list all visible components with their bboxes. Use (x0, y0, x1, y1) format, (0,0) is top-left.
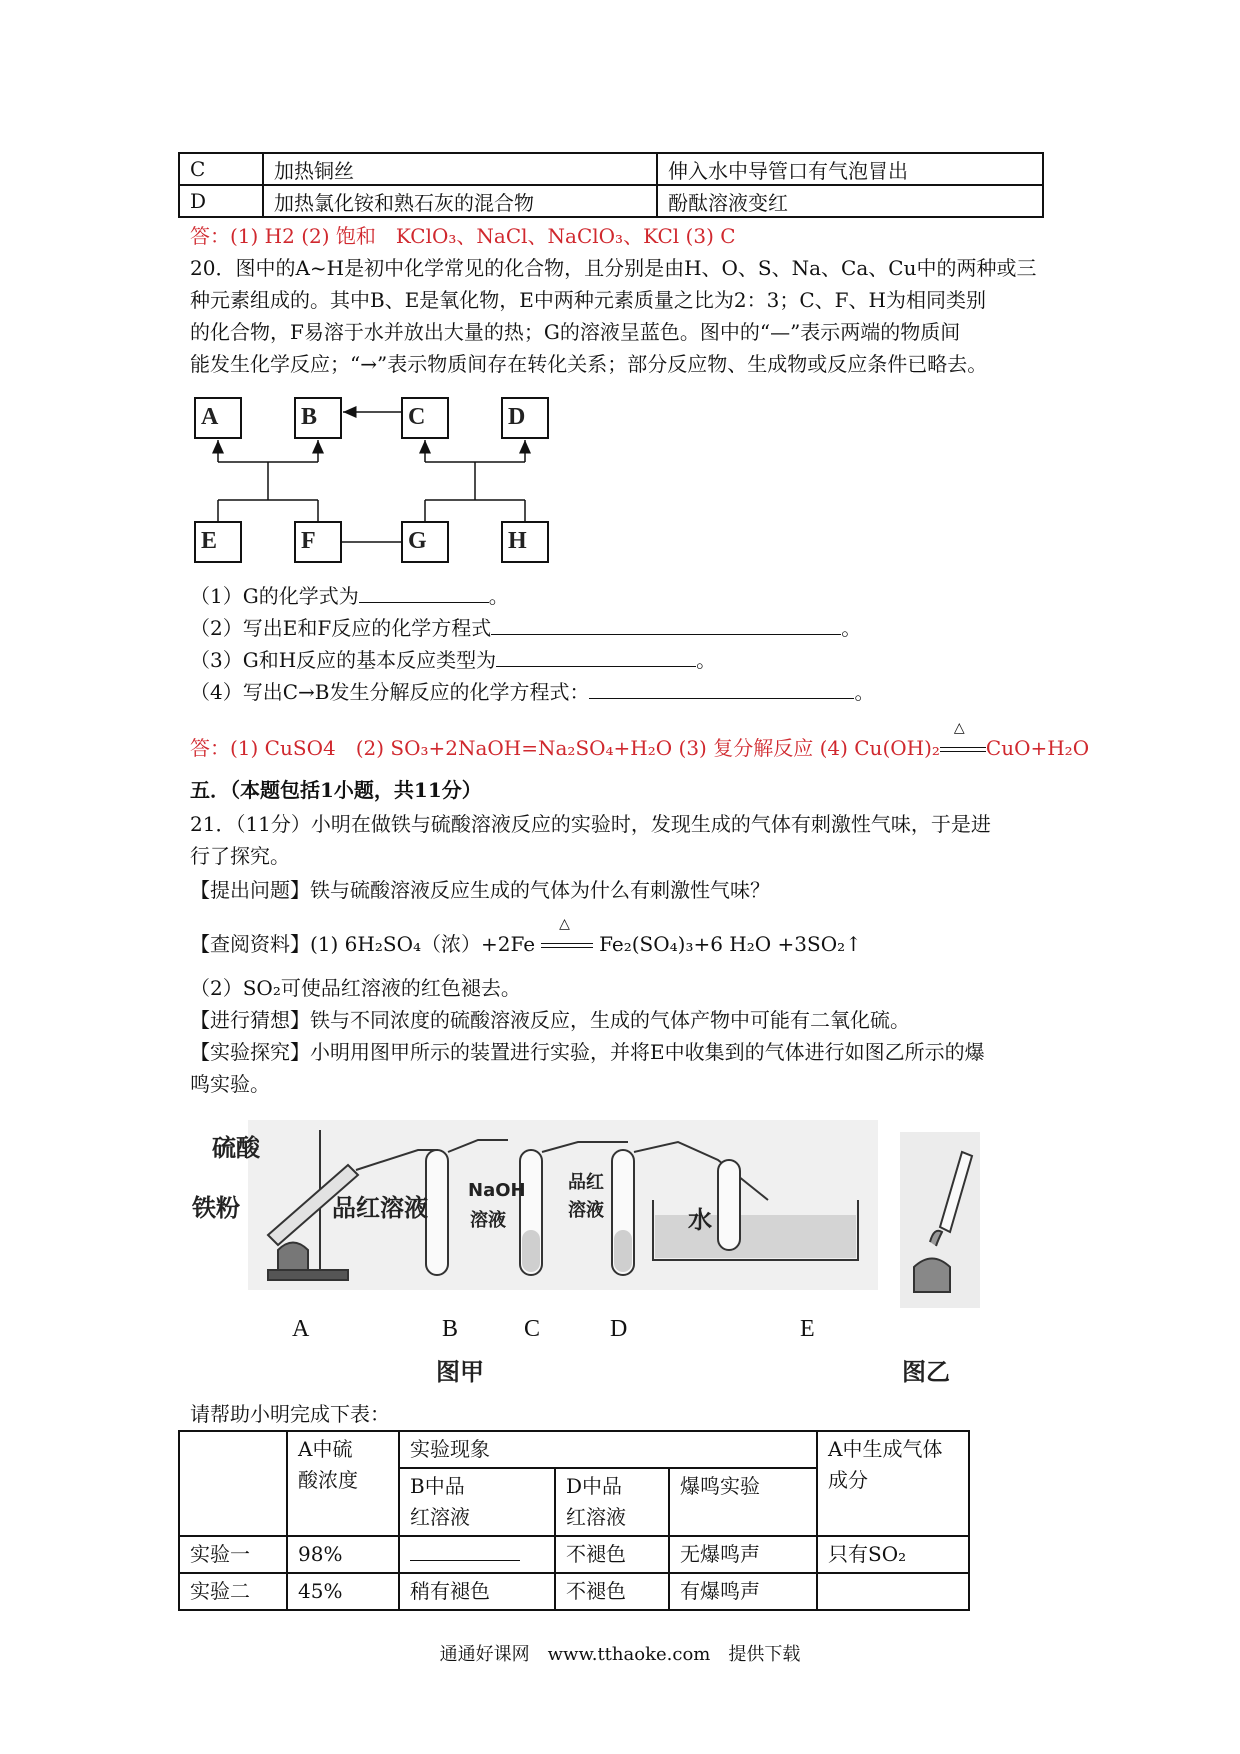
corner-cell (179, 1431, 287, 1536)
box-label: F (301, 528, 316, 554)
row-label: C (179, 153, 263, 185)
header-text: 酸浓度 (298, 1468, 358, 1492)
footer: 通通好课网 www.tthaoke.com 提供下载 (439, 1644, 801, 1665)
label-water: 水 (688, 1206, 712, 1234)
q20-sub-3: （3）G和H反应的基本反应类型为 。 (190, 644, 716, 676)
row-ex: 有爆鸣声 (669, 1573, 817, 1610)
table-row (179, 1536, 969, 1573)
row-label: D (179, 185, 263, 217)
box-label: G (408, 528, 427, 554)
q21-line: 行了探究。 (190, 844, 290, 868)
header-b (399, 1468, 555, 1536)
row-d: 不褪色 (555, 1573, 669, 1610)
header-text: 成分 (828, 1468, 868, 1492)
answer-20: 答：(1) CuSO4 (2) SO₃+2NaOH=Na₂SO₄+H₂O (3) 复分解反应 (4) Cu(OH)₂ △ CuO+H₂O (190, 720, 1090, 760)
header-text: D中品 (566, 1474, 623, 1498)
header-gas (817, 1431, 969, 1536)
row-b: 稍有褪色 (399, 1573, 555, 1610)
phenomenon-cell: 酚酞溶液变红 (657, 185, 1043, 217)
box-label: H (508, 528, 527, 554)
letter-E: E (800, 1316, 815, 1342)
top-table (178, 152, 1044, 218)
table-intro: 请帮助小明完成下表： (190, 1402, 390, 1426)
header-text: A中硫 (298, 1437, 353, 1461)
operation-cell: 加热铜丝 (263, 153, 657, 185)
box-label: B (301, 404, 318, 430)
letter-B: B (442, 1316, 459, 1342)
label-naoh-solution: 溶液 (470, 1210, 506, 1231)
section-5-heading: 五．（本题包括1小题，共11分） (190, 778, 482, 802)
q20-sub-1: （1）G的化学式为 。 (190, 580, 509, 612)
header-phenomenon: 实验现象 (399, 1431, 817, 1468)
table-row (179, 153, 1043, 185)
q21-data-2: （2）SO₂可使品红溶液的红色褪去。 (190, 976, 521, 1000)
box-label: C (408, 404, 426, 430)
label-pink-b: 品红溶液 (332, 1194, 428, 1222)
header-text: A中生成气体 (828, 1437, 943, 1461)
q20-line: 种元素组成的。其中B、E是氧化物，E中两种元素质量之比为2：3；C、F、H为相同类别 (190, 288, 986, 312)
answer-blank[interactable] (410, 1542, 520, 1561)
caption-figure-yi: 图乙 (902, 1358, 950, 1386)
label-iron: 铁粉 (192, 1194, 240, 1222)
answer-19: 答：(1) H2 (2) 饱和 KClO₃、NaCl、NaClO₃、KCl (3) C (190, 224, 736, 248)
box-label: D (508, 404, 526, 430)
q21-explore: 【实验探究】小明用图甲所示的装置进行实验，并将E中收集到的气体进行如图乙所示的爆 (190, 1040, 985, 1064)
q20-line: 的化合物，F易溶于水并放出大量的热；G的溶液呈蓝色。图中的“—”表示两端的物质间 (190, 320, 961, 344)
label-pink-d-solution: 溶液 (568, 1200, 604, 1221)
label-pink-d: 品红 (568, 1172, 604, 1193)
row-ex: 无爆鸣声 (669, 1536, 817, 1573)
header-concentration (287, 1431, 399, 1536)
label-naoh: NaOH (468, 1180, 526, 1201)
box-label: A (201, 404, 219, 430)
header-explosion: 爆鸣实验 (669, 1468, 817, 1536)
row-conc: 98% (287, 1536, 399, 1573)
table-row (179, 185, 1043, 217)
answer-blank-cell[interactable] (399, 1536, 555, 1573)
results-table (178, 1430, 970, 1611)
row-conc: 45% (287, 1573, 399, 1610)
relation-diagram (180, 390, 560, 570)
row-d: 不褪色 (555, 1536, 669, 1573)
row-gas: 只有SO₂ (817, 1536, 969, 1573)
q21-question: 【提出问题】铁与硫酸溶液反应生成的气体为什么有刺激性气味？ (190, 878, 770, 902)
letter-C: C (524, 1316, 541, 1342)
q20-sub-4: （4）写出C→B发生分解反应的化学方程式： 。 (190, 676, 874, 708)
row-name: 实验一 (179, 1536, 287, 1573)
q21-guess: 【进行猜想】铁与不同浓度的硫酸溶液反应，生成的气体产物中可能有二氧化硫。 (190, 1008, 910, 1032)
table-header-row (179, 1431, 969, 1468)
letter-D: D (610, 1316, 628, 1342)
explosion-test-photo (900, 1132, 980, 1308)
q20-line: 20．图中的A~H是初中化学常见的化合物，且分别是由H、O、S、Na、Ca、Cu中的两种或三 (190, 256, 1037, 280)
phenomenon-cell: 伸入水中导管口有气泡冒出 (657, 153, 1043, 185)
header-text: 红溶液 (566, 1505, 626, 1529)
row-name: 实验二 (179, 1573, 287, 1610)
q21-data-1: 【查阅资料】(1) 6H₂SO₄（浓）+2Fe △ Fe₂(SO₄)₃+6 H₂O +3SO₂↑ (190, 916, 862, 956)
box-label: E (201, 528, 218, 554)
explosion-test-drawing (900, 1132, 980, 1308)
q20-sub-2: （2）写出E和F反应的化学方程式 。 (190, 612, 861, 644)
header-d (555, 1468, 669, 1536)
q21-line: 21．（11分）小明在做铁与硫酸溶液反应的实验时，发现生成的气体有刺激性气味，于是进 (190, 812, 991, 836)
header-text: B中品 (410, 1474, 465, 1498)
letter-A: A (292, 1316, 310, 1342)
label-acid: 硫酸 (212, 1134, 260, 1162)
header-text: 红溶液 (410, 1505, 470, 1529)
table-row (179, 1573, 969, 1610)
q20-line: 能发生化学反应；“→”表示物质间存在转化关系；部分反应物、生成物或反应条件已略去。 (190, 352, 988, 376)
operation-cell: 加热氯化铵和熟石灰的混合物 (263, 185, 657, 217)
row-gas-empty[interactable] (817, 1573, 969, 1610)
q21-explore: 鸣实验。 (190, 1072, 270, 1096)
caption-figure-jia: 图甲 (436, 1358, 484, 1386)
